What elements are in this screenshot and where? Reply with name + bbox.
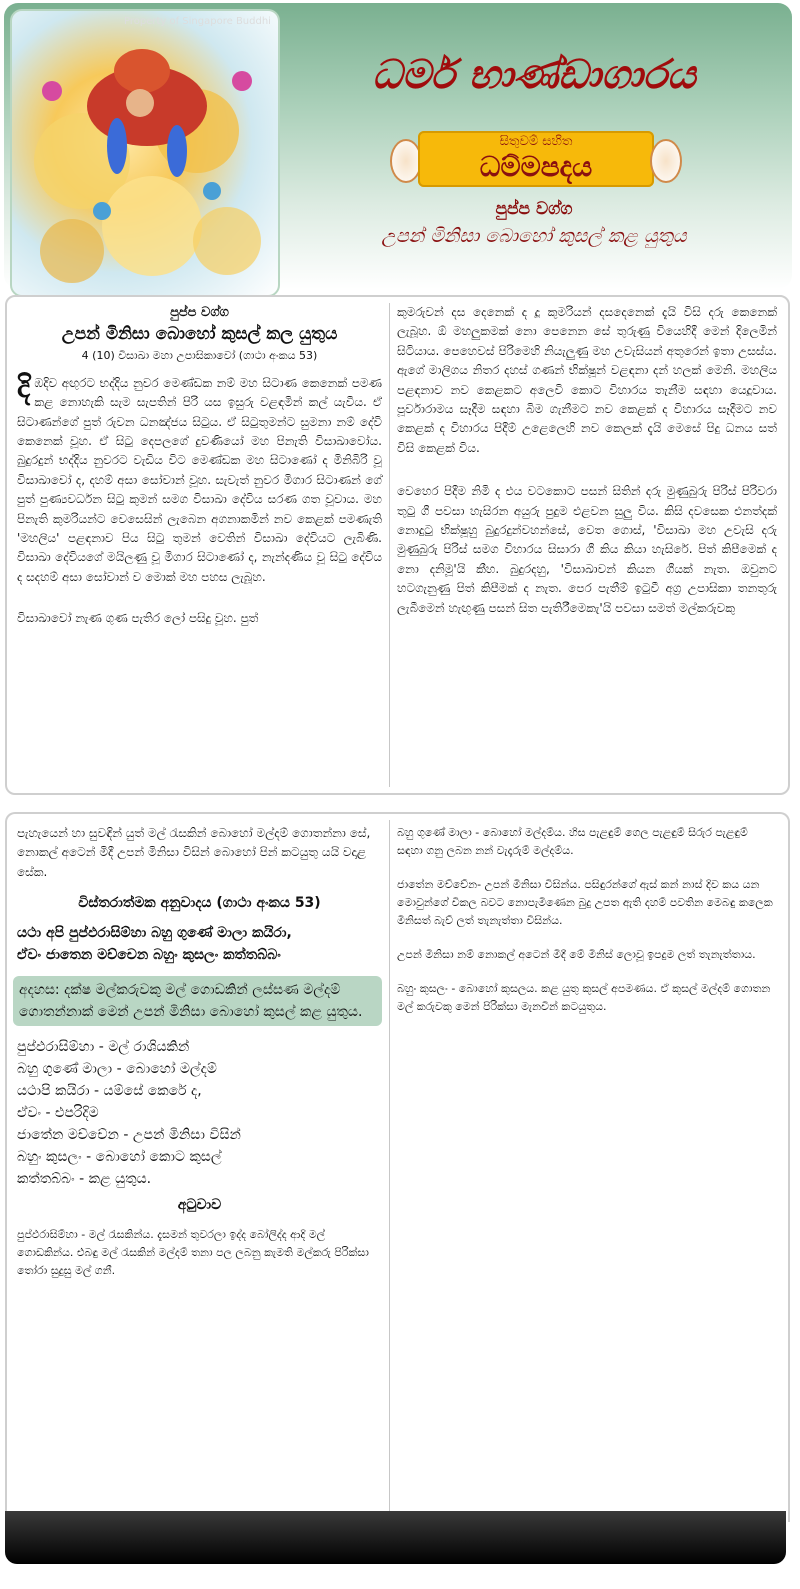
commentary-entry: ජාතේන මච්චේන- උපන් මිනිසා විසින්ය. පසිඳුරන්ගේ ඇස් කන් නාස් දිව කය යන මොවුන්ගේ විකල බවට නොපැමිණෙන බුදු උපත ඇති දහම් පවතින මෙබඳු කලෙක මිනිසත් බැව් ලත් තැනැත්තා විසින්ය. — [397, 878, 773, 927]
story-right-column — [397, 303, 777, 618]
verse-line-1: යථා අපි පුප්ඵරාසිම්හා බහු ගුණේ මාලා කයිරා, — [17, 925, 292, 942]
illustration-thumbnail — [10, 9, 280, 297]
verse-line-2: ඒවං ජාතෙන මච්චෙන බහුං කුසලං කත්තබ්බං — [17, 947, 281, 964]
glossary-item: යථාපි කයිරා - යම්සේ කෙරේ ද, — [17, 1083, 202, 1100]
glossary-item: ජාතේන මච්චේන - උපන් මිනිසා විසින් — [17, 1127, 241, 1144]
commentary-entry: උපන් මිනිසා නම් නොකල් අටෙන් මිදී මේ මිනිස් ලොවූ ඉපදුම ලත් තැනැත්තාය. — [397, 948, 756, 961]
header-banner — [4, 3, 792, 289]
story-paragraph — [17, 369, 382, 587]
story-heading: උපන් මිනිසා බොහෝ කුසල් කළ යුතුය — [381, 225, 687, 247]
banner-subtitle: සිතුවම් සහිත — [499, 134, 573, 149]
commentary-left-column — [17, 824, 382, 1280]
glossary-item: ඒවං - එපරිදිම — [17, 1105, 99, 1122]
story-meta: 4 (10) විසාඛා මහා උපාසිකාවෝ (ගාථා අංකය 53) — [81, 349, 318, 363]
column-divider — [389, 820, 390, 1514]
illustration-image — [12, 11, 278, 295]
verse-intro: පැහැයෙන් හා සුවඳින් යුත් මල් රැසකින් බොහෝ මල්දම් ගොතන්නා සේ, නොකල් අටෙන් මිදී උපන් මිනිසා විසින් බොහෝ පින් කටයුතු යයි වදාළ සේක. — [17, 826, 371, 879]
watermark-text: Property of Singapore Buddhi — [124, 16, 271, 27]
translation-heading: විස්තරාත්මක අනුවාදය (ගාථා අංකය 53) — [78, 895, 321, 912]
story-tail: විසාඛාවෝ නැණ ගුණ පැතිර ලෝ පසිදු වූහ. පුත් — [17, 611, 259, 626]
footer-bar — [5, 1511, 786, 1564]
dhammapada-banner — [418, 131, 654, 187]
glossary-item: පුප්ඵරාසිම්හා - මල් රාශියකින් — [17, 1039, 190, 1056]
chapter-name: පුප්ප වග්ග — [495, 199, 573, 219]
column-divider — [389, 303, 390, 787]
commentary-entry: බහුං කුසලං - බොහෝ කුසලය. කළ යුතු කුසල් අපමණය. ඒ කුසල් මල්දම් ගොතන මල් කරුවකු මෙන් පිරික්සා මැනවින් කටයුතුය. — [397, 982, 771, 1013]
meaning-highlight: අදහස: දක්ෂ මල්කරුවකු මල් ගොඩකින් ලස්සණ මල්දම් ගොතන්නාක් මෙන් උපන් මිනිසා බොහෝ කුසල් කළ යුතුය. — [13, 976, 382, 1026]
right-ornament-icon — [650, 139, 682, 183]
commentary-right-column — [397, 824, 777, 1016]
story-right-paragraph-2: වෙහෙර පිදීම නිමි ද එය වටකොට පසන් සිතින් දරු මුණුබුරු පිරිස් පිරිවරා තුටු ගී පවසා හැසිරන අයුරු පුදුම එළවන සුලු විය. කිසි දවසෙක එනත්දක් නොදුටු භික්ෂූහු බුදුරදුන්වහන්සේ, වෙත ගොස්, 'විසාඛා මහ උවැසි දරු මුණුබුරු පිරිස් සමග විහාරය සිසාරා ගී කිය කියා හැසිරේ. පිත් කිපීමෙක් ද නො දනිමූ'යි කීහ. බුදුරදහු, 'විසාඛාවන් කියන ගීයක් නැත. ඔවුනට හටගැනුණු පිත් කිපීමක් ද නැත. පෙර පැතීම් ඉටුවී අග්‍ර උපාසිකා තනතුරු ලැබීමෙන් හැඟුණු පසන් සිත පැතිරීමෙකැ'යි පවසා සමත් මල්කරුවකු — [397, 484, 777, 615]
banner-title: ධම්මපදය — [479, 150, 593, 183]
story-right-paragraph-1: කුමරුවන් දස දෙනෙක් ද දූ කුමරියන් දසදෙනෙක් දැයි විසි දරු කෙනෙක් ලැබූහ. ඕ මහලුකමක් නො පෙනෙන සේ තුරුණු වියෙහිදී මෙන් දිලෙමින් සිටියාය. පෙහෙවස් පිරිමෙහි නියැලුණු මහ උවැසියන් අතුරෙන් ඉතා උසස්ය. ඇගේ මාලිගය නිතර දහස් ගණන් භික්ෂූන් වළඳනා දන් හලක් මෙනි. මහලිය පළඳනාව නව කෙළකට අලෙවි කොට විහාරය තැනීම සඳහා යෙදූවාය. පූර්වාරාමය සෑදීම සඳහා බිම ගැනීමට නව කෙළක් ද විහාරය සෑදීමට නව කෙළක් ද විහාරය පිදීම් උළෙලෙහි නව කෙලක් දැයි මෙසේ පිදු ධනය සත් විසි කෙළක් විය. — [397, 305, 777, 455]
commentary-panel — [5, 812, 790, 1522]
site-title: ධර්ම භාණ්ඩාගාරය — [372, 51, 696, 98]
commentary-heading: අටුවාව — [177, 1197, 222, 1214]
commentary-entry: බහු ගුණේ මාලා - බොහෝ මල්දම්ය. හිස පැළඳුම් ගෙල පැළඳුම් සිරුර පැළඳුම් සඳහා ගනු ලබන නන් වැදෑරුම් මල්දම්ය. — [397, 826, 748, 857]
story-title: උපන් මිනිසා බොහෝ කුසල් කල යුතුය — [61, 324, 338, 345]
story-paragraph-text: ඹදිව අඟුරට භද්දිය නුවර මෙණ්ඩක නම් මහ සිටාණ කෙනෙක් පමණ කළ නොහැකි සැම සැපතින් පිරි යස ඉසුරු වළඳමින් කල් යැවීය. ඒ සිටාණන්ගේ පුත් රුවන ධනඤ්ජය සිටුය. ඒ සිටුතුමන්ට සුමනා නම් දේවි කෙනෙක් වූහ. ඒ සිටු දෙපලගේ දුවණියෝ මහ පිනැති විසාඛාවෝය. බුදුරදුන් භද්දිය නුවරට වැඩිය විට මෙණ්ඩක මහ සිටාණෝ ද මිනිබිරි වූ විසාඛාවෝ ද, දහම් අසා සෝවාන් වූහ. සැවැත් නුවර මිගාර සිටාණන් ගේ පුත් පුණ්‍යවර්ධන සිටු කුමන් සමග විසාඛා දේවිය සරණ ගත වූවාය. මහ පිනැති කුමරියන්ට වෙසෙසින් ලැබෙන අගනාකමින් නව කෙළක් පමණැති 'මහලිය' පළඳනාව පිය සිටු තුමන් වෙතින් විසාඛා දේවියට ලැබිණි. විසාඛා දේවියගේ මයිලණු වූ මිගාර සිටාණෝ ද, නැන්දණිය වූ සිටු දේවිය ද සදහම් අසා සෝවාන් ව මොක් මහ පහස ලැබූහ. — [17, 375, 382, 584]
glossary-item: බහුං කුසලං - බොහෝ කොට කුසල් — [17, 1149, 222, 1166]
story-left-column — [17, 303, 382, 629]
dropcap-letter: දි — [17, 369, 31, 405]
story-chapter: පුප්ප වග්ග — [170, 305, 229, 320]
story-panel — [5, 295, 790, 795]
glossary-item: කත්තබ්බං - කළ යුතුය. — [17, 1171, 152, 1188]
glossary-list — [17, 1036, 382, 1190]
glossary-item: බහු ගුණේ මාලා - බොහෝ මල්දම් — [17, 1061, 217, 1078]
commentary-text: පුප්ඵරාසිම්හා - මල් රැසකින්ය. දැසමන් තුවරලා ඉද්ද බෝලිද්ද ආදි මල් ගොඩකින්ය. එබඳු මල් රැසකින් මල්දම් තනා පල ලබනු කැමති මල්කරු පිරික්සා තෝරා සුදුසු මල් ගනී. — [17, 1228, 369, 1278]
